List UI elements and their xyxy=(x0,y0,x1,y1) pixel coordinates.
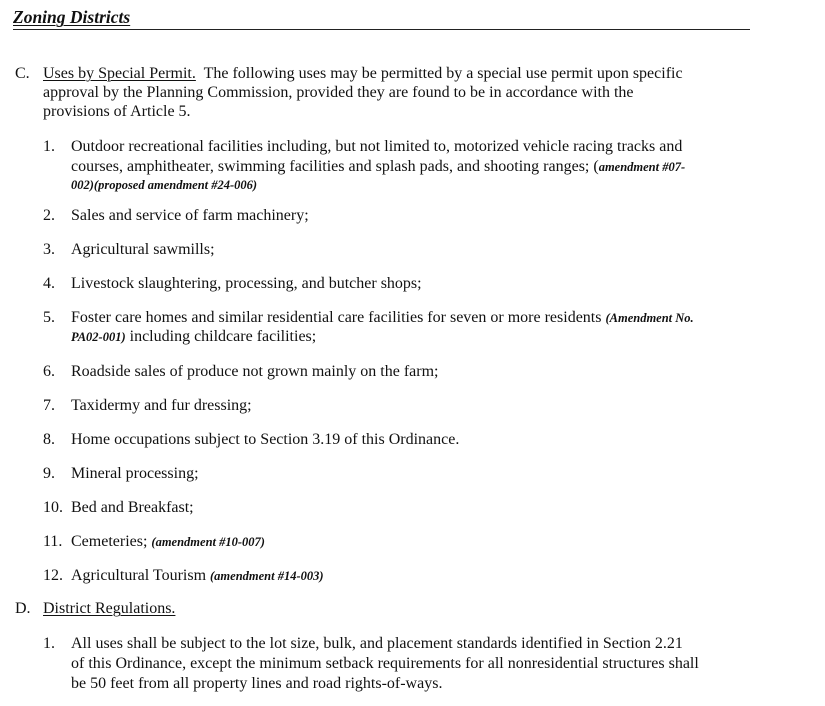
amendment-note: (amendment #14-003) xyxy=(210,569,324,583)
list-item-text: be 50 feet from all property lines and road rights-of-ways. xyxy=(71,675,443,692)
page-title: Zoning Districts xyxy=(13,7,131,27)
list-item-number: 10. xyxy=(43,499,63,516)
list-item-text: Foster care homes and similar residential care facilities for seven or more residents (Amendment No. xyxy=(71,309,694,326)
list-item-number: 6. xyxy=(43,363,55,380)
section-d-heading: District Regulations. xyxy=(43,600,176,617)
amendment-note: amendment #07- xyxy=(598,160,686,174)
list-item-number: 5. xyxy=(43,309,55,326)
list-item-number: 12. xyxy=(43,567,63,584)
list-item-text: Taxidermy and fur dressing; xyxy=(71,397,252,414)
list-item-number: 11. xyxy=(43,533,63,550)
list-item-number: 9. xyxy=(43,465,55,482)
section-d-letter: D. xyxy=(15,600,31,617)
list-item-text: Home occupations subject to Section 3.19 of this Ordinance. xyxy=(71,431,460,448)
amendment-note: PA02-001) xyxy=(71,330,126,344)
section-c-intro-line-3: provisions of Article 5. xyxy=(43,103,191,120)
amendment-note: (amendment #10-007) xyxy=(151,535,265,549)
section-c-letter: C. xyxy=(15,65,30,82)
list-item-number: 1. xyxy=(43,635,55,652)
list-item-text: of this Ordinance, except the minimum setback requirements for all nonresidential structures shall xyxy=(71,655,699,672)
list-item-text: Sales and service of farm machinery; xyxy=(71,207,309,224)
list-item-text: courses, amphitheater, swimming facilities and splash pads, and shooting ranges; (amendment #07- xyxy=(71,158,686,175)
section-c-intro-line-1: Uses by Special Permit. The following uses may be permitted by a special use permit upon specific xyxy=(43,65,683,82)
list-item-text: All uses shall be subject to the lot size, bulk, and placement standards identified in Section 2.21 xyxy=(71,635,683,652)
list-item-text: PA02-001) including childcare facilities; xyxy=(71,328,317,345)
amendment-note: 002)(proposed amendment #24-006) xyxy=(71,178,258,192)
list-item-text: Outdoor recreational facilities including, but not limited to, motorized vehicle racing tracks and xyxy=(71,138,683,155)
list-item-text: Agricultural sawmills; xyxy=(71,241,215,258)
list-item-number: 2. xyxy=(43,207,55,224)
section-c-intro-line-2: approval by the Planning Commission, provided they are found to be in accordance with the xyxy=(43,84,634,101)
list-item-number: 1. xyxy=(43,138,55,155)
section-d-heading-line xyxy=(43,599,175,619)
list-item-number: 4. xyxy=(43,275,55,292)
amendment-note: (Amendment No. xyxy=(605,311,694,325)
page-header xyxy=(13,5,750,30)
list-item-number: 8. xyxy=(43,431,55,448)
list-item-number: 7. xyxy=(43,397,55,414)
list-item-text: Agricultural Tourism (amendment #14-003) xyxy=(71,567,324,584)
list-item-text: Cemeteries; (amendment #10-007) xyxy=(71,533,265,550)
list-item-text: Mineral processing; xyxy=(71,465,199,482)
list-item-text: Roadside sales of produce not grown mainly on the farm; xyxy=(71,363,439,380)
list-item-text: Livestock slaughtering, processing, and butcher shops; xyxy=(71,275,422,292)
section-c-heading: Uses by Special Permit. xyxy=(43,65,196,82)
list-item-number: 3. xyxy=(43,241,55,258)
list-item-text: Bed and Breakfast; xyxy=(71,499,194,516)
